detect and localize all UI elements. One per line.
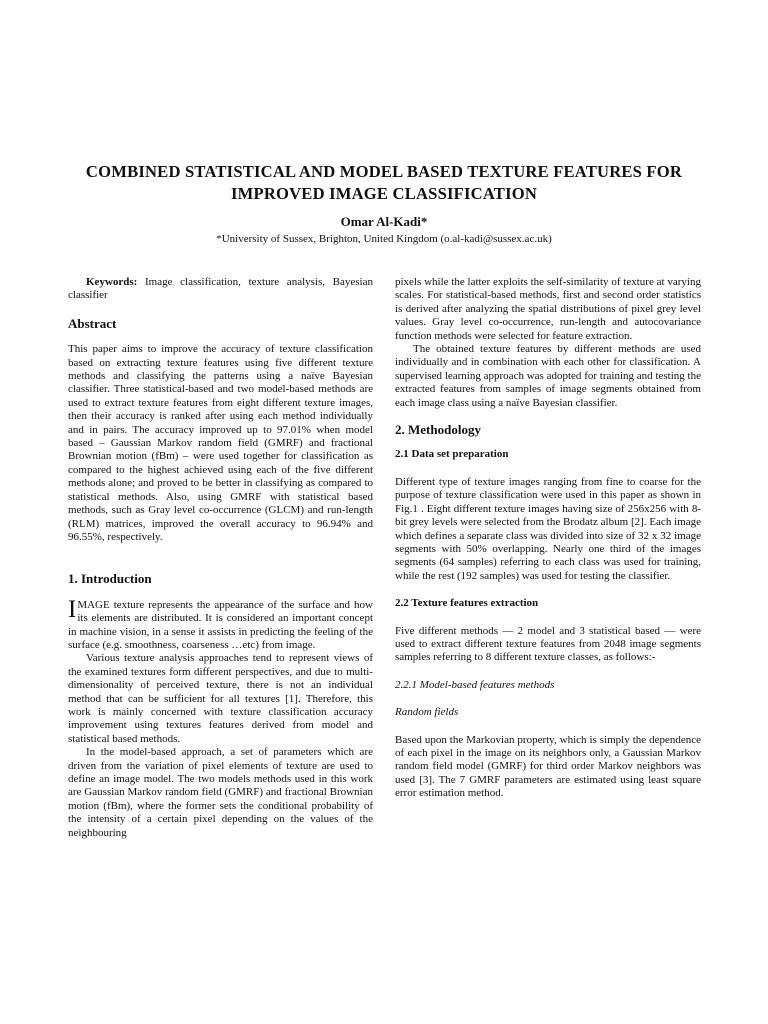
section-2-2-1-heading: 2.2.1 Model-based features methods [395,678,555,691]
section-2-1-text: Different type of texture images ranging from fine to coarse for the purpose of texture classification were used in this paper as shown in Fig.1 . Eight different texture images having size of 256x256 with 8-bit grey levels were selected from the Brodatz album [2]. Each image which defines a separate class was divided into size of 32 x 32 image segments with 50% overlapping. Nearly one third of the images segments (64 samples) referring to each class was used for training, while the rest (192 samples) was used for testing the classifier. [395,475,701,582]
intro-paragraph-3: In the model-based approach, a set of parameters which are driven from the variation of pixel elements of texture are used to define an image model. The two models methods used in this work are Gaussian Markov random field (GMRF) and fractional Brownian motion (fBm), where the former sets the conditional probability of the intensity of a certain pixel depending on the values of the neighbouring [68,746,373,839]
random-fields-heading: Random fields [395,706,459,719]
abstract-heading: Abstract [68,315,117,331]
right-column [395,276,701,801]
intro-paragraph-1-text: MAGE texture represents the appearance of the surface and how its elements are distributed. It is considered an important concept in machine vision, in a sense it assists in predicting the feeling of the surface (e.g. smoothness, coarseness …etc) from image. [68,598,373,651]
right-paragraph-2: The obtained texture features by different methods are used individually and in combination with each other for classification. A supervised learning approach was adopted for training and testing the extracted features from samples of image segments obtained from each image class using a naïve Bayesian classifier. [395,343,701,409]
section-2-1-heading: 2.1 Data set preparation [395,448,509,461]
intro-paragraph-1 [68,595,373,653]
paper-title [50,161,718,205]
author-name: Omar Al-Kadi* [340,214,428,229]
keywords [68,276,373,303]
methodology-heading: 2. Methodology [395,422,481,438]
keywords-text: Image classification, texture analysis, Bayesian classifier [68,276,373,302]
intro-paragraph-2: Various texture analysis approaches tend to represent views of the examined textures form different perspectives, and due to multi-dimensionality of perceived texture, there is not an individual method that can be sufficient for all textures [1]. Therefore, this work is mainly concerned with texture classification accuracy improvement using textures features derived from model and statistical based methods. [68,652,373,745]
title-line-2: IMPROVED IMAGE CLASSIFICATION [230,184,538,203]
introduction-heading: 1. Introduction [68,571,152,587]
title-line-1: COMBINED STATISTICAL AND MODEL BASED TEXTURE FEATURES FOR [85,162,683,181]
random-fields-text: Based upon the Markovian property, which is simply the dependence of each pixel in the image on its neighbors only, a Gaussian Markov random field model (GMRF) for third order Markov neighbors was used [3]. The 7 GMRF parameters are estimated using least square error estimation method. [395,733,701,800]
left-column [68,276,373,840]
section-2-2-text: Five different methods — 2 model and 3 statistical based — were used to extract different texture features from 2048 image segments samples referring to 8 different texture classes, as follows:- [395,624,701,664]
section-2-2-heading: 2.2 Texture features extraction [395,597,539,610]
right-paragraph-1: pixels while the latter exploits the self-similarity of texture at varying scales. For statistical-based methods, first and second order statistics is derived after analyzing the spatial distributions of pixel grey level values. Gray level co-occurrence, run-length and autocovariance function methods were selected for feature extraction. [395,276,701,342]
keywords-label: Keywords: [86,276,138,288]
intro-dropcap: I [68,595,77,623]
abstract-text: This paper aims to improve the accuracy of texture classification based on extracting texture features using five different texture methods and classifying the patterns using a naïve Bayesian classifier. Three statistical-based and two model-based methods are used to extract texture features from eight different texture images, then their accuracy is ranked after using each method individually and in pairs. The accuracy improved up to 97.01% when model based – Gaussian Markov random field (GMRF) and fractional Brownian motion (fBm) – were used together for classification as compared to the highest achieved using each of the five different methods alone; and proved to be better in classifying as compared to statistical methods. Also, using GMRF with statistical based methods, such as Gray level co-occurrence (GLCM) and run-length (RLM) matrices, improved the overall accuracy to 96.94% and 96.55%, respectively. [68,343,373,543]
author-affiliation: *University of Sussex, Brighton, United Kingdom (o.al-kadi@sussex.ac.uk) [216,233,552,245]
